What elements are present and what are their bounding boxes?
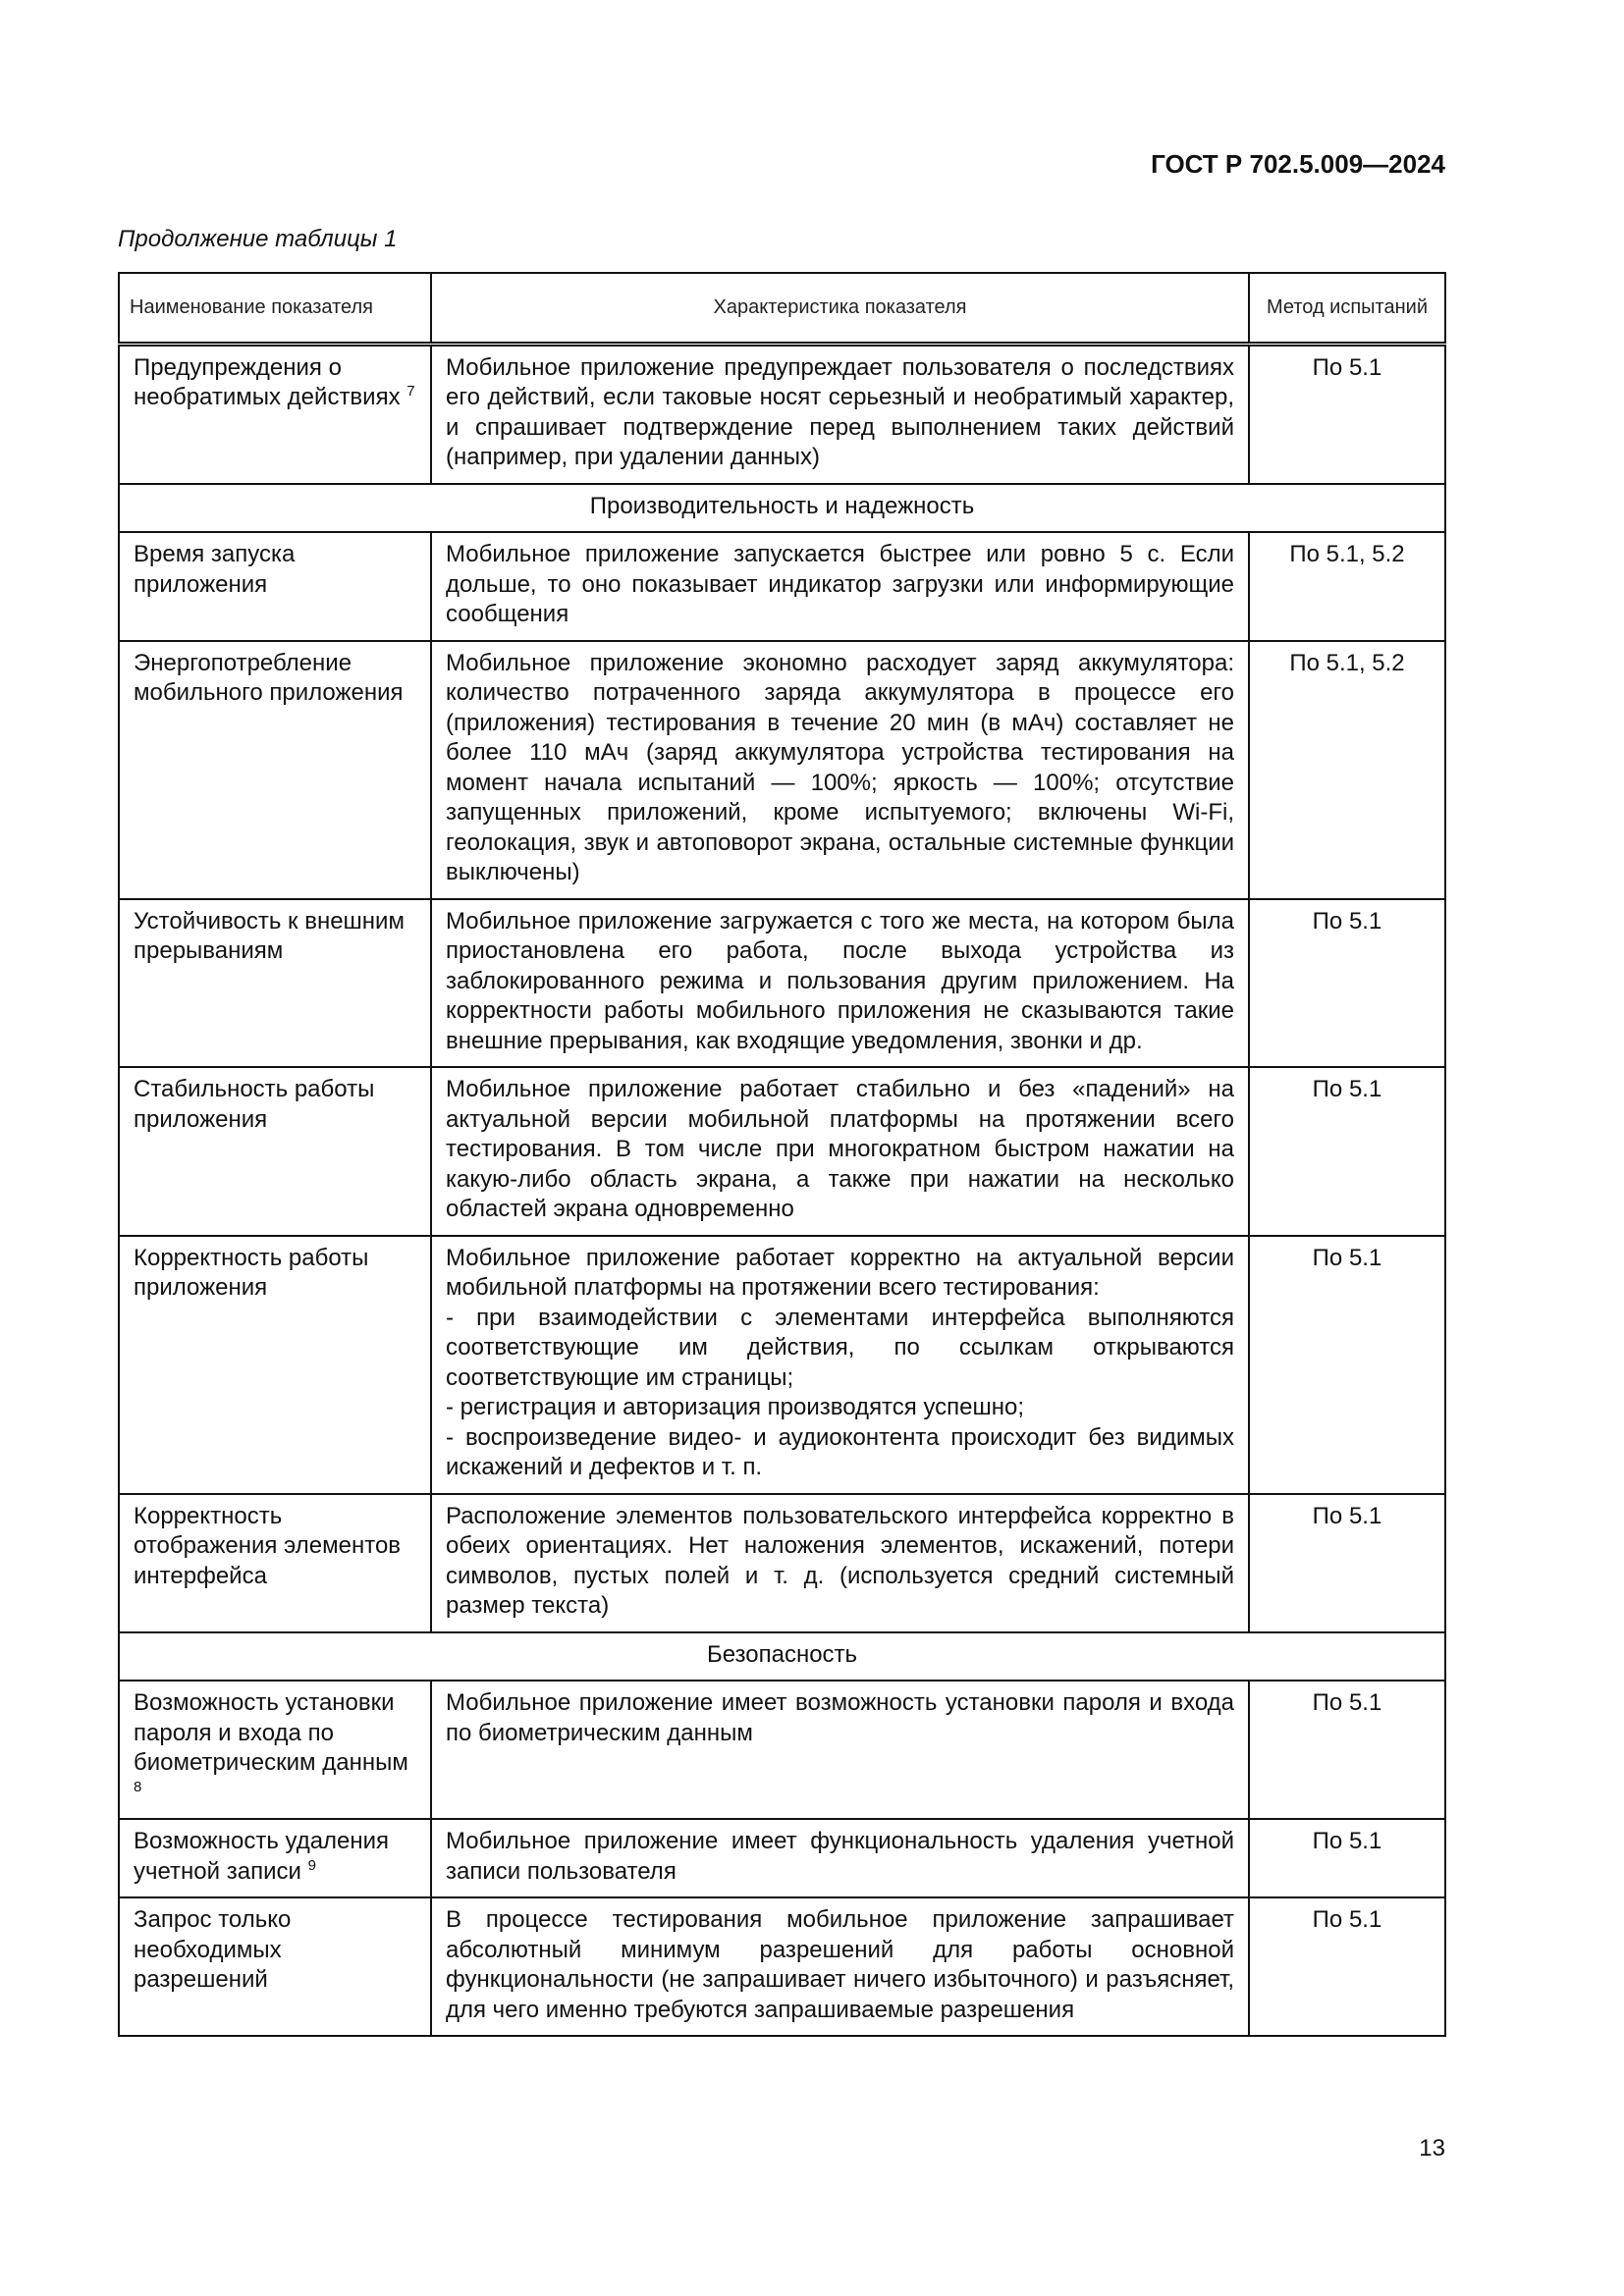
indicator-description: Мобильное приложение предупреждает пользователя о последствиях его действий, если таковые носят серьезный и необратимый характер, и спрашивает подтверждение перед выполнением таких действий (например, при удалении данных) (431, 344, 1249, 484)
indicator-description: Мобильное приложение имеет возможность установки пароля и входа по биометрическим данным (431, 1681, 1249, 1819)
table-row (119, 344, 1445, 484)
table-row (119, 1897, 1445, 2036)
section-title: Производительность и надежность (119, 484, 1445, 533)
indicator-description: Мобильное приложение работает стабильно и без «падений» на актуальной версии мобильной платформы на протяжении всего тестирования. В том числе при многократном быстром нажатии на какую-либо область экрана, а также при нажатии на несколько областей экрана одновременно (431, 1067, 1249, 1236)
indicator-description: Расположение элементов пользовательского интерфейса корректно в обеих ориентациях. Нет наложения элементов, искажений, потери символов, пустых полей и т. д. (используется средний системный размер текста) (431, 1494, 1249, 1632)
indicator-name (119, 344, 431, 484)
indicator-description (431, 1236, 1249, 1494)
header-test-method: Метод испытаний (1249, 273, 1445, 344)
indicator-name: Энергопотребление мобильного приложения (119, 641, 431, 899)
table-row (119, 1067, 1445, 1236)
test-method: По 5.1 (1249, 1681, 1445, 1819)
footnote-ref: 9 (307, 1856, 316, 1874)
indicator-name: Запрос только необходимых разрешений (119, 1897, 431, 2036)
header-indicator-name: Наименование показателя (119, 273, 431, 344)
table-row (119, 1494, 1445, 1632)
test-method: По 5.1 (1249, 1897, 1445, 2036)
test-method: По 5.1 (1249, 899, 1445, 1068)
indicator-name (119, 1819, 431, 1897)
section-row (119, 484, 1445, 533)
test-method: По 5.1 (1249, 1236, 1445, 1494)
indicator-name: Устойчивость к внешним прерываниям (119, 899, 431, 1068)
table-row (119, 641, 1445, 899)
test-method: По 5.1 (1249, 344, 1445, 484)
indicator-name: Время запуска приложения (119, 532, 431, 641)
description-intro: Мобильное приложение работает корректно на актуальной версии мобильной платформы на протяжении всего тестирования: (446, 1244, 1234, 1301)
indicator-description: Мобильное приложение загружается с того же места, на котором была приостановлена его работа, после выхода устройства из заблокированного режима и пользования другим приложением. На корректности работы мобильного приложения не сказываются такие внешние прерывания, как входящие уведомления, звонки и др. (431, 899, 1249, 1068)
test-method: По 5.1, 5.2 (1249, 532, 1445, 641)
section-title: Безопасность (119, 1632, 1445, 1682)
table-header-row (119, 273, 1445, 344)
test-method: По 5.1 (1249, 1494, 1445, 1632)
page-number: 13 (1419, 2135, 1445, 2162)
indicator-name-text: Возможность удаления учетной записи (134, 1828, 390, 1885)
indicator-name (119, 1681, 431, 1819)
test-method: По 5.1 (1249, 1067, 1445, 1236)
indicator-name: Корректность работы приложения (119, 1236, 431, 1494)
indicator-description: Мобильное приложение имеет функциональность удаления учетной записи пользователя (431, 1819, 1249, 1897)
footnote-ref: 8 (134, 1778, 142, 1795)
description-list-item: - воспроизведение видео- и аудиоконтента происходит без видимых искажений и дефектов и т. п. (446, 1423, 1234, 1480)
indicator-name: Корректность отображения элементов интерфейса (119, 1494, 431, 1632)
test-method: По 5.1, 5.2 (1249, 641, 1445, 899)
table-row (119, 532, 1445, 641)
table-caption: Продолжение таблицы 1 (118, 226, 398, 252)
section-row (119, 1632, 1445, 1682)
table-row (119, 1236, 1445, 1494)
indicator-name-text: Возможность установки пароля и входа по биометрическим данным (134, 1689, 408, 1776)
description-list-item: - регистрация и авторизация производятся успешно; (446, 1394, 1025, 1420)
footnote-ref: 7 (406, 383, 415, 400)
header-indicator-characteristic: Характеристика показателя (431, 273, 1249, 344)
indicator-description: В процессе тестирования мобильное приложение запрашивает абсолютный минимум разрешений для работы основной функциональности (не запрашивает ничего избыточного) и разъясняет, для чего именно требуются запрашиваемые разрешения (431, 1897, 1249, 2036)
table-row (119, 1681, 1445, 1819)
test-method: По 5.1 (1249, 1819, 1445, 1897)
indicators-table (118, 272, 1446, 2037)
document-code: ГОСТ Р 702.5.009—2024 (1151, 149, 1445, 179)
indicator-description: Мобильное приложение запускается быстрее или ровно 5 с. Если дольше, то оно показывает индикатор загрузки или информирующие сообщения (431, 532, 1249, 641)
indicator-name: Стабильность работы приложения (119, 1067, 431, 1236)
indicator-description: Мобильное приложение экономно расходует заряд аккумулятора: количество потраченного заряда аккумулятора в процессе его (приложения) тестирования в течение 20 мин (в мАч) составляет не более 110 мАч (заряд аккумулятора устройства тестирования на момент начала испытаний — 100%; яркость — 100%; отсутствие запущенных приложений, кроме испытуемого; включены Wi-Fi, геолокация, звук и автоповорот экрана, остальные системные функции выключены) (431, 641, 1249, 899)
description-list-item: - при взаимодействии с элементами интерфейса выполняются соответствующие им действия, по ссылкам открываются соответствующие им страницы; (446, 1304, 1234, 1391)
indicator-name-text: Предупреждения о необратимых действиях (134, 353, 401, 410)
table-row (119, 899, 1445, 1068)
table-row (119, 1819, 1445, 1897)
